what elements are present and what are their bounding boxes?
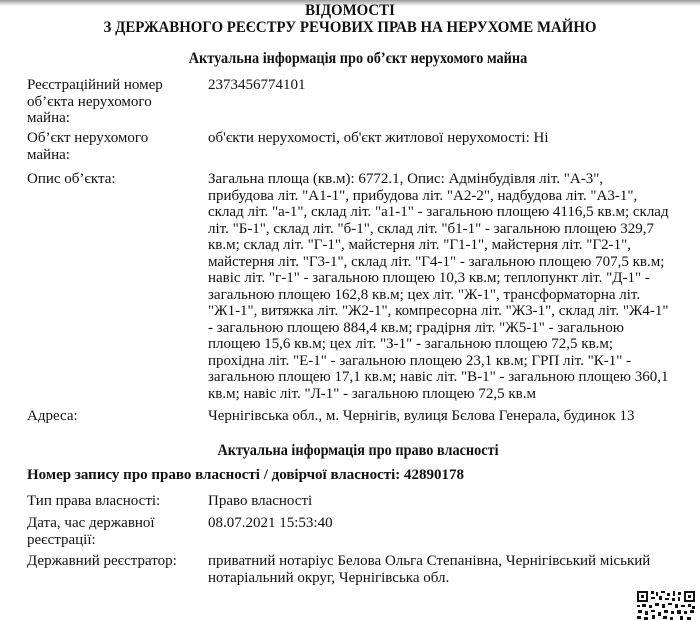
field-value-registration-number: 2373456774101 — [208, 77, 306, 93]
ownership-section-heading: Актуальна інформація про право власності — [217, 442, 499, 459]
field-label-registration-number: Реєстраційний номер об’єкта нерухомого майна: — [27, 77, 163, 126]
field-label-registrar: Державний реєстратор: — [27, 553, 177, 569]
field-label-address: Адреса: — [27, 408, 78, 424]
field-value-registrar: приватний нотаріус Белова Ольга Степанівна, Чернігівський міський нотаріальний округ, Чернігівська обл. — [208, 553, 651, 586]
qr-code-icon — [636, 590, 696, 620]
object-section-heading: Актуальна інформація про об’єкт нерухомого майна — [188, 50, 528, 67]
field-value-registration-date: 08.07.2021 15:53:40 — [208, 515, 333, 531]
field-label-description: Опис об’єкта: — [27, 171, 116, 187]
document-subtitle: З ДЕРЖАВНОГО РЕЄСТРУ РЕЧОВИХ ПРАВ НА НЕРУХОМЕ МАЙНО — [103, 19, 597, 36]
field-value-description: Загальна площа (кв.м): 6772.1, Опис: Адмінбудівля літ. "А-3", прибудова літ. "А1-1", прибудова літ. "А2-2", надбудова літ. "А3-1", склад літ. "а-1", склад літ. "а1-1" - загальною площею 4116,5 кв.м; склад літ. "Б-1", склад літ. "б-1", склад літ. "б1-1" - загальною площею 329,7 кв.м; склад літ. "Г-1", майстерня літ. "Г1-1", майстерня літ. "Г2-1", майстерня літ. "Г3-1", склад літ. "Г4-1" - загальною площею 707,5 кв.м; навіс літ. "г-1" - загальною площею 10,3 кв.м; теплопункт літ. "Д-1" - загальною площею 162,8 кв.м; цех літ. "Ж-1", трансформаторна літ. "Ж1-1", витяжка літ. "Ж2-1", компресорна літ. "Ж3-1", склад літ. "Ж4-1" - загальною площею 884,4 кв.м; градірня літ. "Ж5-1" - загальною площею 15,6 кв.м; цех літ. "З-1" - загальною площею 72,5 кв.м; прохідна літ. "Е-1" - загальною площею 23,1 кв.м; ГРП літ. "К-1" - загальною площею 17,1 кв.м; навіс літ. "В-1" - загальною площею 360,1 кв.м; навіс літ. "Л-1" - загальною площею 72,5 кв.м — [208, 171, 669, 402]
field-label-registration-date: Дата, час державної реєстрації: — [27, 515, 155, 548]
ownership-record-number: Номер запису про право власності / довірчої власності: 42890178 — [27, 467, 465, 483]
field-label-object: Об’єкт нерухомого майна: — [27, 130, 149, 163]
field-value-address: Чернігівська обл., м. Чернігів, вулиця Бєлова Генерала, будинок 13 — [208, 408, 635, 424]
field-value-right-type: Право власності — [208, 493, 313, 509]
field-label-right-type: Тип права власності: — [27, 493, 161, 509]
document-title: ВІДОМОСТІ — [305, 2, 395, 19]
field-value-object: об'єкти нерухомості, об'єкт житлової нерухомості: Ні — [208, 130, 549, 146]
